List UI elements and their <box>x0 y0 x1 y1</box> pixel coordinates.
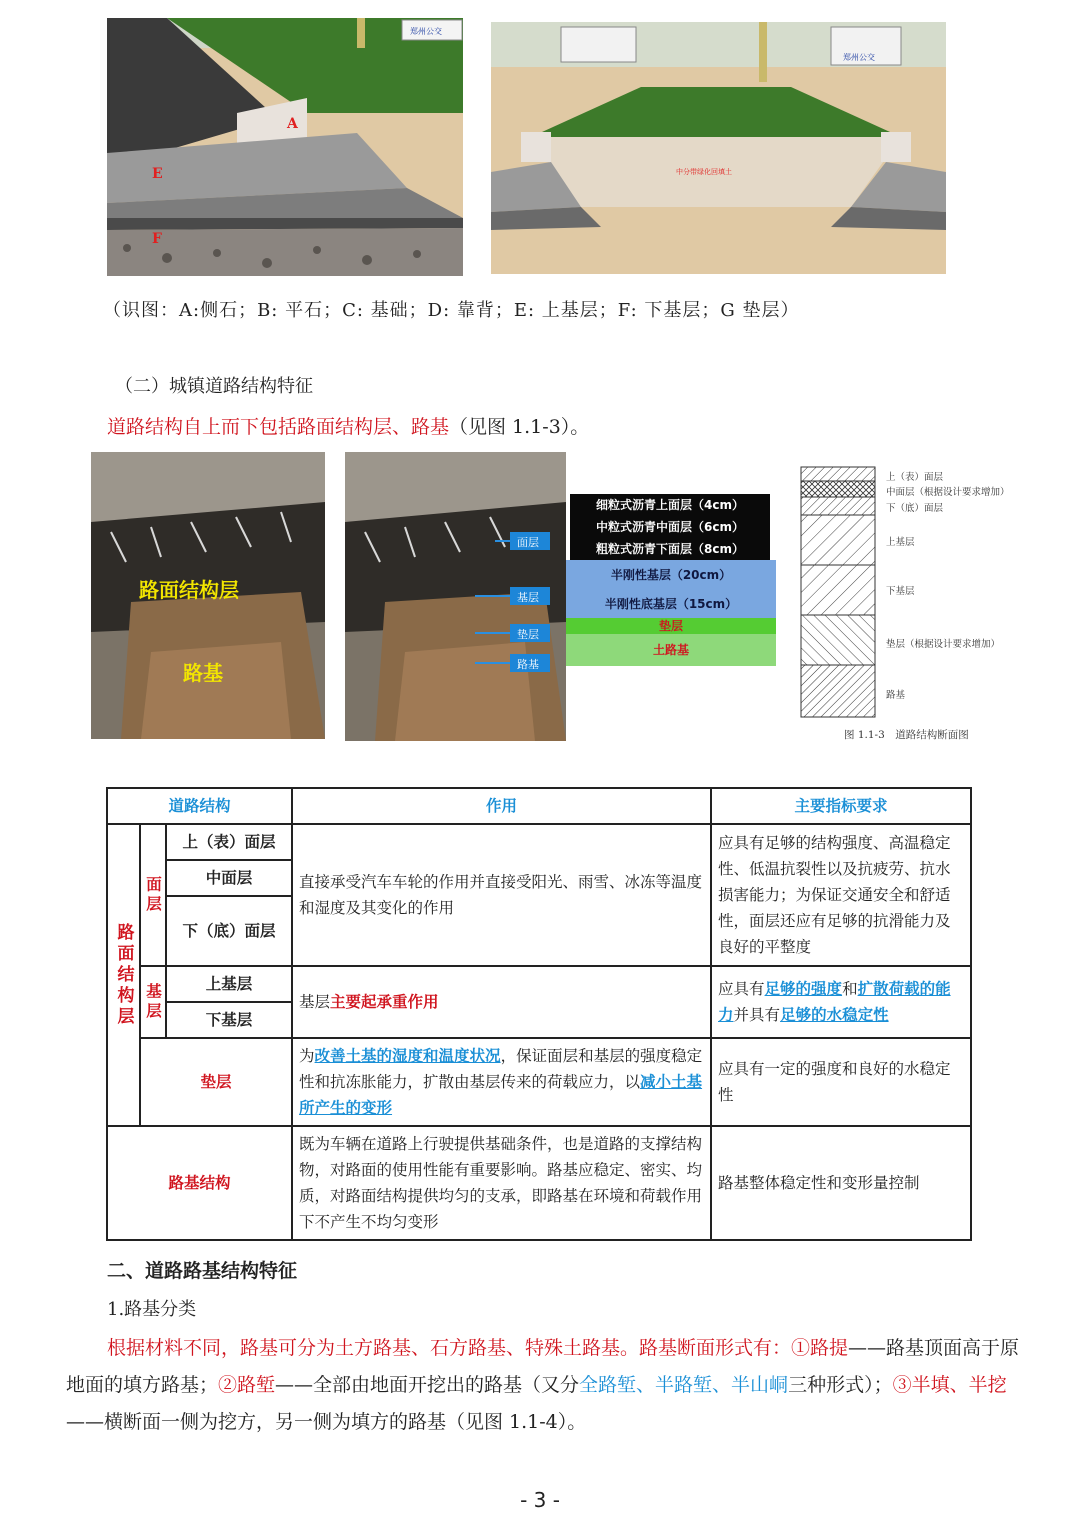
photo1-label-surface: 路面结构层 <box>139 578 239 602</box>
surface-function: 直接承受汽车车轮的作用并直接受阳光、雨雪、冰冻等温度和湿度及其变化的作用 <box>292 824 711 966</box>
road-structure-table <box>106 787 972 1241</box>
row-lower-surface: 下（底）面层 <box>166 896 292 966</box>
tag-base: 基层 <box>517 591 539 604</box>
base-function: 基层主要起承重作用 <box>292 966 711 1038</box>
page-number: - 3 - <box>520 1488 560 1512</box>
section-diagram <box>800 466 1040 746</box>
section-title: （二）城镇道路结构特征 <box>115 376 313 397</box>
label-a: A <box>287 116 298 132</box>
diagram-label: 中面层（根据设计要求增加） <box>886 487 1010 498</box>
diagram-label: 垫层（根据设计要求增加） <box>886 639 1001 650</box>
subgrade-requirements: 路基整体稳定性和变形量控制 <box>711 1126 971 1240</box>
figure-curb-section <box>107 18 463 276</box>
label-f: F <box>152 231 162 247</box>
layer-row: 半刚性基层（20cm） <box>566 560 776 590</box>
group-pavement: 路面结构层 <box>107 824 140 1126</box>
layer-stack <box>566 494 776 666</box>
diagram-caption: 图 1.1-3 道路结构断面图 <box>844 729 969 741</box>
cushion-requirements: 应具有一定的强度和良好的水稳定性 <box>711 1038 971 1126</box>
header-structure: 道路结构 <box>107 788 292 824</box>
row-middle-surface: 中面层 <box>166 860 292 896</box>
diagram-label: 下（底）面层 <box>886 503 944 514</box>
group-surface: 面层 <box>140 824 166 966</box>
layer-row: 细粒式沥青上面层（4cm） <box>570 494 770 516</box>
figure-caption: （识图：A:侧石；B: 平石；C: 基础；D: 靠背；E: 上基层；F: 下基层；G 垫层） <box>103 300 800 321</box>
photo-road-layers <box>91 452 325 739</box>
layer-row: 土路基 <box>566 634 776 666</box>
layer-row: 半刚性底基层（15cm） <box>566 590 776 618</box>
row-subgrade: 路基结构 <box>107 1126 292 1240</box>
tag-cushion: 垫层 <box>517 628 539 641</box>
row-upper-base: 上基层 <box>166 966 292 1002</box>
diagram-label: 路基 <box>886 690 906 701</box>
classification-paragraph: 根据材料不同，路基可分为土方路基、石方路基、特殊土路基。路基断面形式有：①路提——路基顶面高于原地面的填方路基；②路堑——全部由地面开挖出的路基（又分全路堑、半路堑、半山峒三种形式）；③半填、半挖——横断面一侧为挖方，另一侧为填方的路基（见图 1.1-4）。 <box>66 1337 1020 1433</box>
layer-row: 中粒式沥青中面层（6cm） <box>570 516 770 538</box>
diagram-label: 上（表）面层 <box>886 472 944 483</box>
header-function: 作用 <box>292 788 711 824</box>
base-requirements: 应具有足够的强度和扩散荷载的能力并具有足够的水稳定性 <box>711 966 971 1038</box>
heading-classification: 1.路基分类 <box>107 1299 197 1320</box>
bus-label: 郑州公交 <box>410 27 442 36</box>
surface-requirements: 应具有足够的结构强度、高温稳定性、低温抗裂性以及抗疲劳、抗水损害能力；为保证交通安全和舒适性，面层还应有足够的抗滑能力及良好的平整度 <box>711 824 971 966</box>
row-upper-surface: 上（表）面层 <box>166 824 292 860</box>
median-fill-label: 中分带绿化回填土 <box>676 168 732 176</box>
diagram-label: 下基层 <box>886 586 915 597</box>
layer-row: 粗粒式沥青下面层（8cm） <box>570 538 770 560</box>
figure-median-section <box>491 22 946 274</box>
diagram-label: 上基层 <box>886 537 915 548</box>
tag-surface: 面层 <box>517 536 539 549</box>
cushion-function: 为改善土基的湿度和温度状况，保证面层和基层的强度稳定性和抗冻胀能力，扩散由基层传来的荷载应力，以减小土基所产生的变形 <box>292 1038 711 1126</box>
tag-subgrade: 路基 <box>517 658 539 671</box>
layer-row: 垫层 <box>566 618 776 634</box>
row-lower-base: 下基层 <box>166 1002 292 1038</box>
group-base: 基层 <box>140 966 166 1038</box>
heading-subgrade: 二、道路路基结构特征 <box>107 1260 298 1282</box>
photo1-label-subgrade: 路基 <box>183 661 223 685</box>
subgrade-function: 既为车辆在道路上行驶提供基础条件，也是道路的支撑结构物，对路面的使用性能有重要影响。路基应稳定、密实、均质，对路面结构提供均匀的支承，即路基在环境和荷载作用下不产生不均匀变形 <box>292 1126 711 1240</box>
photo-road-layers-tagged <box>345 452 566 741</box>
header-requirements: 主要指标要求 <box>711 788 971 824</box>
label-e: E <box>152 166 163 182</box>
lead-sentence: 道路结构自上而下包括路面结构层、路基（见图 1.1-3）。 <box>107 416 590 438</box>
bus-label-2: 郑州公交 <box>843 53 875 62</box>
row-cushion: 垫层 <box>140 1038 292 1126</box>
